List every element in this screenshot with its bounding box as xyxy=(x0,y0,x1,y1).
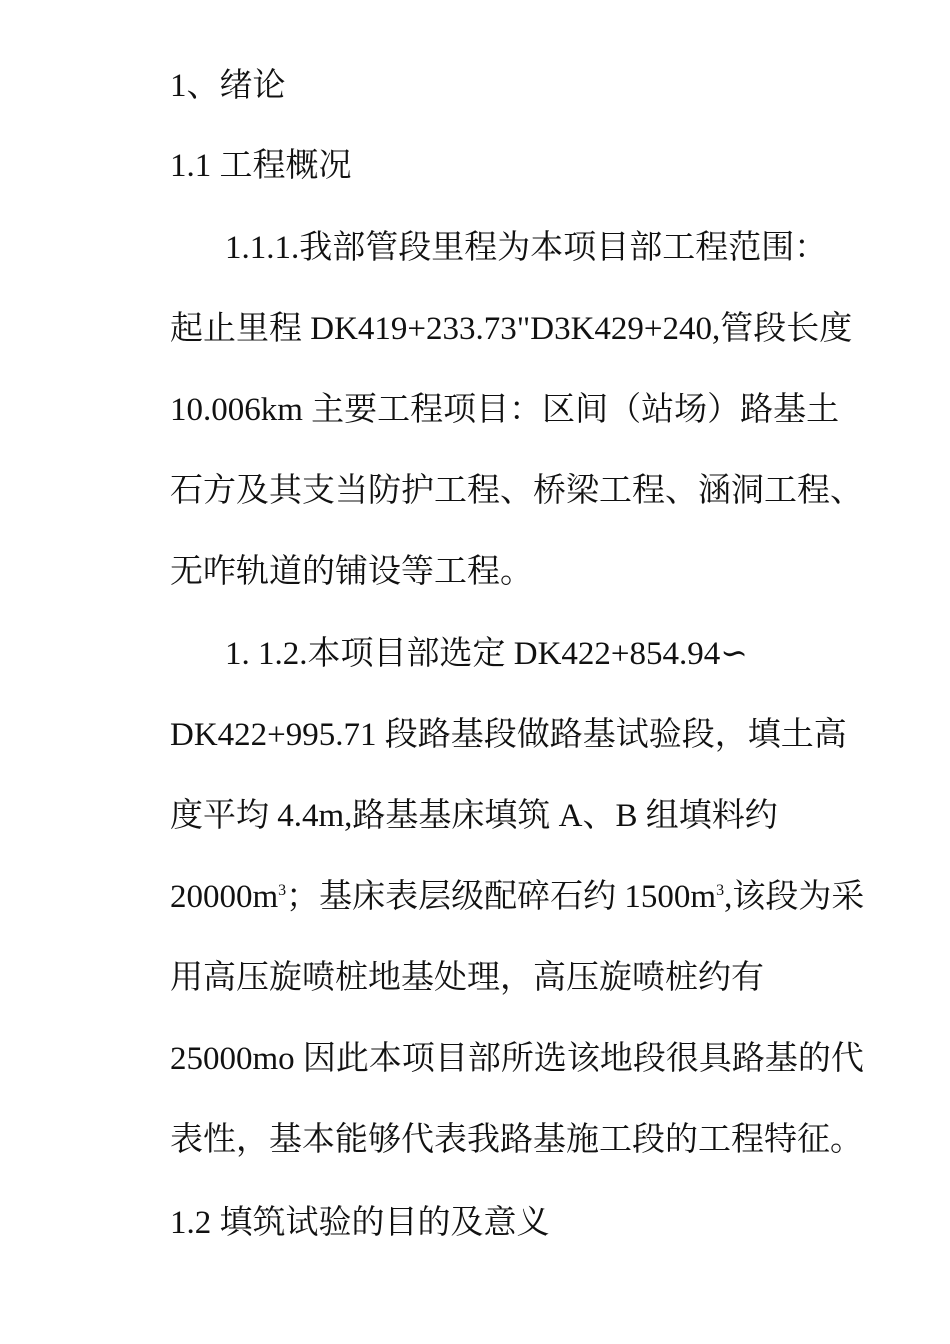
paragraph-line: 起止里程 DK419+233.73"D3K429+240,管段长度 xyxy=(170,311,853,347)
paragraph-line: 10.006km 主要工程项目：区间（站场）路基土 xyxy=(170,392,840,428)
paragraph-line: 用高压旋喷桩地基处理，高压旋喷桩约有 xyxy=(170,960,764,996)
paragraph-line: 度平均 4.4m,路基基床填筑 A、B 组填料约 xyxy=(170,798,778,834)
superscript: 3 xyxy=(278,882,287,899)
heading-section-1-2: 1.2 填筑试验的目的及意义 xyxy=(170,1205,550,1241)
paragraph-line: 25000mo 因此本项目部所选该地段很具路基的代 xyxy=(170,1041,864,1077)
heading-section-1-1: 1.1 工程概况 xyxy=(170,148,352,184)
paragraph-line: 石方及其支当防护工程、桥梁工程、涵洞工程、 xyxy=(170,473,863,509)
text-run: ,该段为采 xyxy=(724,879,865,915)
paragraph-line: 1.1.1.我部管段里程为本项目部工程范围： xyxy=(225,230,828,266)
text-run: 20000m xyxy=(170,879,279,915)
heading-chapter-1: 1、绪论 xyxy=(170,68,286,104)
text-run: ；基床表层级配碎石约 1500m xyxy=(286,879,717,915)
paragraph-line: 1. 1.2.本项目部选定 DK422+854.94∽ xyxy=(225,636,748,672)
superscript: 3 xyxy=(716,882,725,899)
paragraph-line: 表性，基本能够代表我路基施工段的工程特征。 xyxy=(170,1122,863,1158)
paragraph-line: DK422+995.71 段路基段做路基试验段，填土高 xyxy=(170,717,847,753)
paragraph-line: 无咋轨道的铺设等工程。 xyxy=(170,554,533,590)
paragraph-line xyxy=(170,877,880,917)
